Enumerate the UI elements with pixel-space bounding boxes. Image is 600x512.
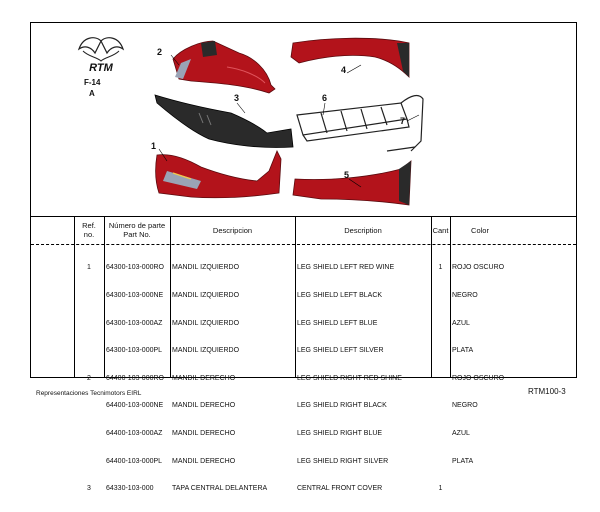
cell-descripcion: TAPA CENTRAL DELANTERA xyxy=(172,485,268,493)
cell-description: LEG SHIELD LEFT RED WINE xyxy=(297,264,395,272)
col-description xyxy=(297,245,402,512)
cell-part-no: 64400-103-000AZ xyxy=(106,429,163,437)
header-cant: Cant xyxy=(432,226,449,235)
part-3-central-cover xyxy=(155,95,293,148)
cell-description: LEG SHIELD LEFT SILVER xyxy=(297,347,384,355)
cell-part-no: 64400-103-000NE xyxy=(106,402,164,410)
cell-cant xyxy=(431,374,450,383)
cell-color: NEGRO xyxy=(452,402,478,410)
header-description: Description xyxy=(344,226,382,235)
cell-cant xyxy=(431,457,450,466)
cell-cant xyxy=(431,291,450,300)
cell-descripcion: MANDIL DERECHO xyxy=(172,457,236,465)
cell-color xyxy=(452,484,504,493)
cell-ref xyxy=(74,319,104,328)
cell-part-no: 64300-103-000RO xyxy=(106,264,164,272)
model-variant: A xyxy=(89,89,95,98)
callout-7: 7 xyxy=(400,116,406,126)
callout-5: 5 xyxy=(344,170,350,180)
cell-part-no: 64300-103-000NE xyxy=(106,292,164,299)
cell-color: ROJO OSCURO xyxy=(452,374,505,382)
cell-description: LEG SHIELD RIGHT BLACK xyxy=(297,402,387,410)
cell-cant xyxy=(431,429,450,438)
cell-part-no: 64300-103-000AZ xyxy=(106,319,163,327)
cell-descripcion: MANDIL DERECHO xyxy=(172,429,236,437)
brand-text: RTM xyxy=(89,62,113,74)
cell-ref xyxy=(74,291,104,300)
cell-descripcion: MANDIL IZQUIERDO xyxy=(172,292,240,299)
cell-part-no: 64300-103-000PL xyxy=(106,347,163,355)
model-code: F-14 xyxy=(84,78,101,87)
col-ref xyxy=(74,245,104,512)
cell-color: PLATA xyxy=(452,457,474,465)
cell-ref xyxy=(74,429,104,438)
col-part-no xyxy=(106,245,164,512)
part-2-leg-shield-right xyxy=(173,41,275,93)
footer-company: Representaciones Tecnimotors EIRL xyxy=(36,390,142,397)
cell-color: AZUL xyxy=(452,429,470,437)
cell-cant: 1 xyxy=(438,485,443,493)
cell-ref xyxy=(74,401,104,410)
cell-descripcion: MANDIL IZQUIERDO xyxy=(172,264,240,272)
cell-description: LEG SHIELD LEFT BLUE xyxy=(297,319,378,327)
cell-description: LEG SHIELD LEFT BLACK xyxy=(297,292,383,299)
cell-descripcion: MANDIL IZQUIERDO xyxy=(172,319,240,327)
callout-2: 2 xyxy=(157,47,163,57)
col-descripcion xyxy=(172,245,267,512)
exploded-diagram xyxy=(31,23,576,217)
cell-description: LEG SHIELD RIGHT RED SHINE xyxy=(297,374,402,382)
cell-color: ROJO OSCURO xyxy=(452,264,505,272)
cell-cant: 1 xyxy=(438,264,443,272)
header-part-no: Número de parte Part No. xyxy=(108,221,166,239)
cell-part-no: 64330-103-000 xyxy=(106,485,154,493)
callout-1: 1 xyxy=(151,141,157,151)
callout-3: 3 xyxy=(234,93,240,103)
col-color xyxy=(452,245,504,512)
cell-color: NEGRO xyxy=(452,292,478,299)
cell-cant xyxy=(431,319,450,328)
header-color: Color xyxy=(471,226,489,235)
part-5-cover xyxy=(293,161,411,205)
header-ref: Ref. no. xyxy=(82,221,96,239)
header-descripcion: Descripcion xyxy=(212,226,253,235)
cell-ref xyxy=(74,457,104,466)
callout-4: 4 xyxy=(341,65,347,75)
cell-part-no: 64400-103-000PL xyxy=(106,457,163,465)
parts-illustration xyxy=(31,23,576,216)
cell-ref xyxy=(74,346,104,355)
footer-code: RTM100-3 xyxy=(528,387,566,396)
cell-descripcion: MANDIL IZQUIERDO xyxy=(172,347,240,355)
cell-description: CENTRAL FRONT COVER xyxy=(297,485,383,493)
cell-cant xyxy=(431,346,450,355)
cell-description: LEG SHIELD RIGHT BLUE xyxy=(297,429,383,437)
callout-6: 6 xyxy=(322,93,328,103)
col-cant xyxy=(431,245,450,512)
cell-ref: 2 xyxy=(87,374,91,382)
cell-ref: 3 xyxy=(87,485,91,493)
cell-descripcion: MANDIL DERECHO xyxy=(172,374,236,382)
cell-ref: 1 xyxy=(87,264,91,272)
cell-descripcion: MANDIL DERECHO xyxy=(172,402,236,410)
part-1-leg-shield-left xyxy=(156,151,281,198)
cell-color: PLATA xyxy=(452,347,474,355)
cell-color: AZUL xyxy=(452,319,470,327)
cell-description: LEG SHIELD RIGHT SILVER xyxy=(297,457,389,465)
cell-part-no: 64400-103-000RO xyxy=(106,374,164,382)
cell-cant xyxy=(431,401,450,410)
